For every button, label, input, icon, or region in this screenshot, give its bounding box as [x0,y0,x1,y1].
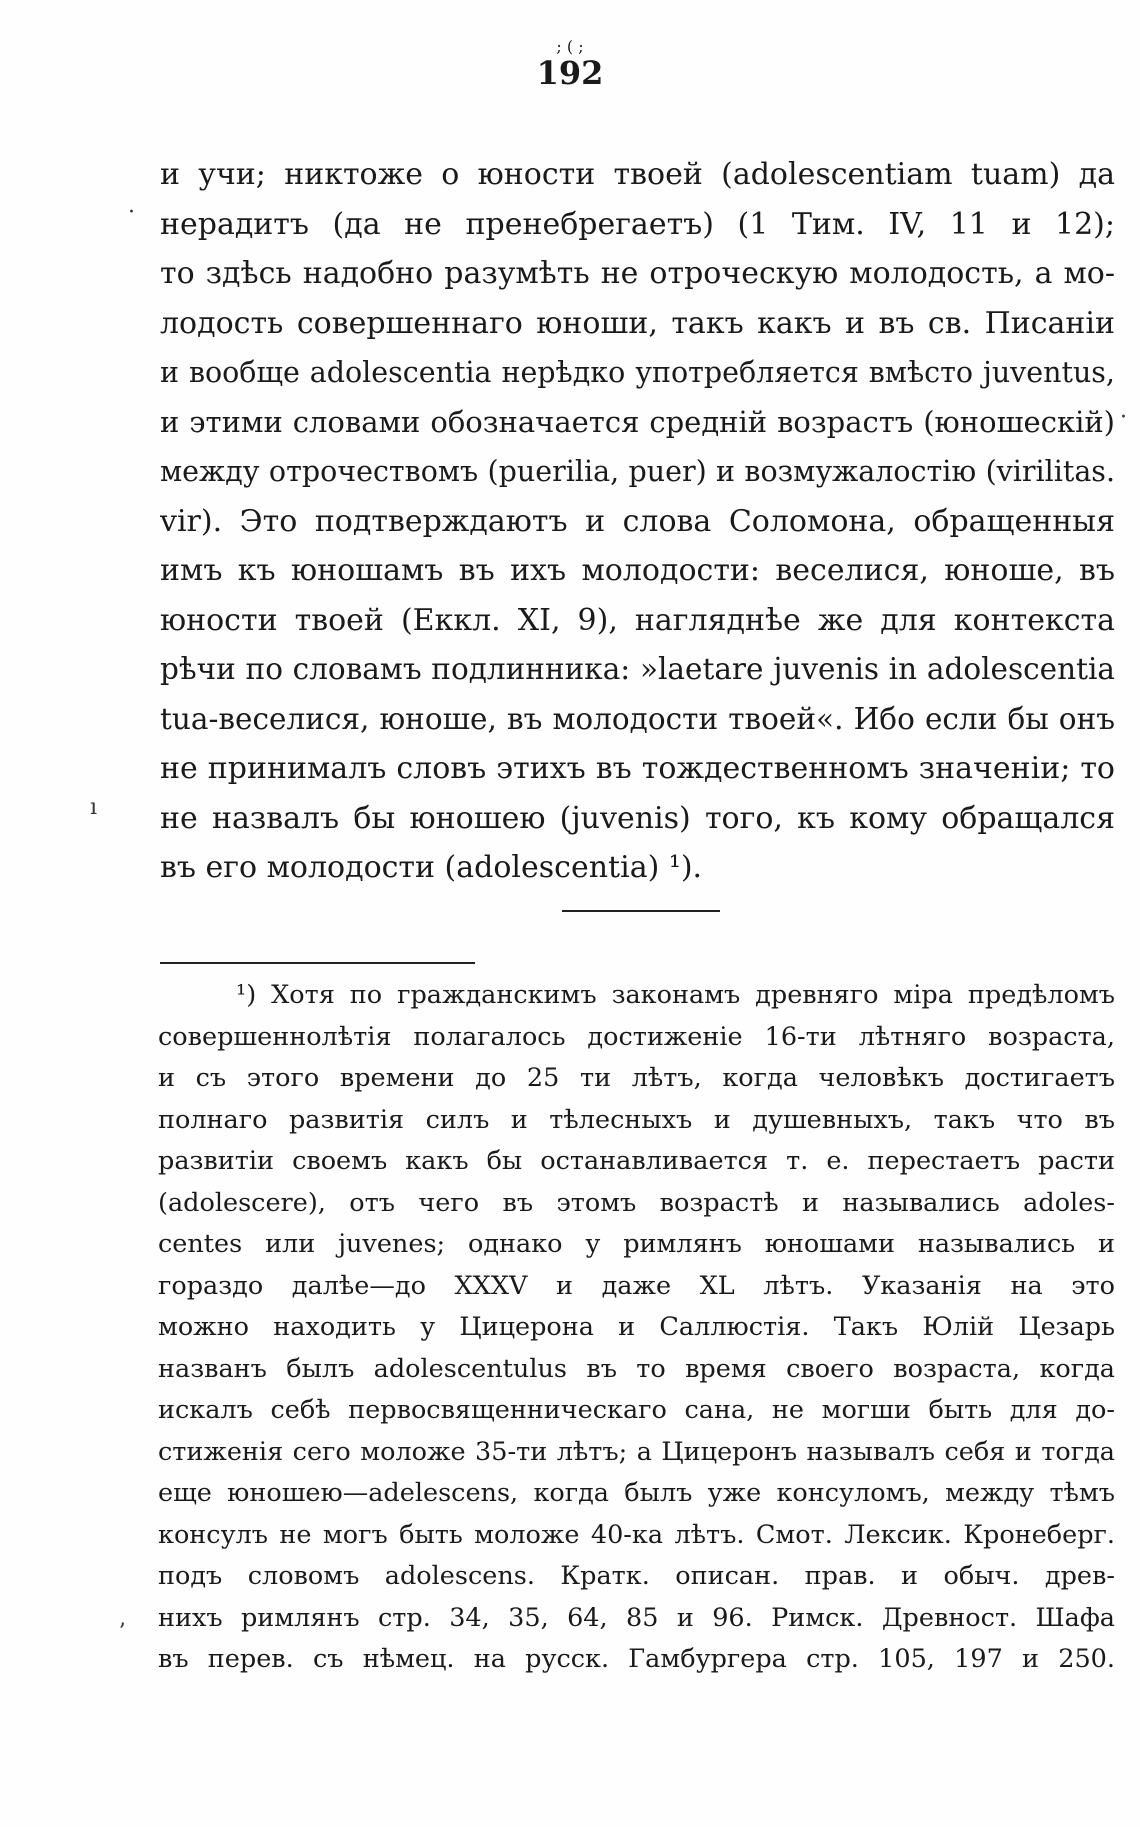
body-line: и учи; никтоже о юности твоей (adolescentiam tuam) да [160,157,1115,192]
footnote-line: можно находить у Цицерона и Саллюстія. Такъ Юлій Цезарь [158,1312,1115,1342]
body-line: нерадитъ (да не пренебрегаетъ) (1 Тим. IV, 11 и 12); [160,206,1115,242]
margin-dot: ı [90,795,98,820]
body-line: лодость совершеннаго юноши, такъ какъ и въ св. Писаніи [160,305,1115,341]
body-line: не принималъ словъ этихъ въ тождественномъ значеніи; то [160,751,1115,786]
body-line: юности твоей (Еккл. XI, 9), нагляднѣе же для контекста [160,602,1115,638]
body-line: tua-веселися, юноше, въ молодости твоей«. Ибо если бы онъ [160,701,1115,736]
body-line: не назвалъ бы юношею (juvenis) того, къ кому обращался [160,800,1115,836]
footnote-line: стиженія сего моложе 35-ти лѣтъ; а Цицеронъ называлъ себя и тогда [158,1436,1115,1467]
body-line: то здѣсь надобно разумѣть не отроческую молодость, а мо- [160,256,1115,291]
footnote-line: и съ этого времени до 25 ти лѣтъ, когда человѣкъ достигаетъ [158,1063,1115,1093]
body-line: имъ къ юношамъ въ ихъ молодости: веселися, юноше, въ [160,553,1115,588]
footnote-line: полнаго развитія силъ и тѣлесныхъ и душевныхъ, такъ что въ [158,1104,1115,1135]
section-divider [562,910,720,912]
body-line: vir). Это подтверждаютъ и слова Соломона, обращенныя [160,503,1115,539]
footnote-line: нихъ римлянъ стр. 34, 35, 64, 85 и 96. Римск. Древност. Шафа [158,1602,1115,1633]
footnote-line: centes или juvenes; однако у римлянъ юношами назывались и [158,1229,1115,1259]
margin-dot: · [128,200,135,225]
footnote-line: совершеннолѣтія полагалось достиженіе 16-ти лѣтняго возраста, [158,1021,1115,1052]
footnote-line: ¹) Хотя по гражданскимъ законамъ древняго міра предѣломъ [236,980,1115,1010]
body-line: въ его молодости (adolescentia) ¹). [160,850,703,885]
footnote-line: подъ словомъ adolescens. Кратк. описан. прав. и обыч. древ- [158,1561,1115,1591]
footnote-line: искалъ себѣ первосвященническаго сана, не могши быть для до- [158,1395,1115,1425]
main-body-text [160,150,1115,893]
page-top-marks: ; ( ; [556,37,584,56]
footnote-divider [160,962,475,964]
footnote-line: развитіи своемъ какъ бы останавливается т. е. перестаетъ расти [158,1146,1115,1176]
body-line: рѣчи по словамъ подлинника: »laetare juvenis in adolescentia [160,652,1115,686]
body-line: и этими словами обозначается средній возрастъ (юношескій) [160,404,1115,439]
footnote-line: гораздо далѣе—до XXXV и даже XL лѣтъ. Указанія на это [158,1270,1115,1301]
footnote-line: консулъ не могъ быть моложе 40-ка лѣтъ. Смот. Лексик. Кронеберг. [158,1519,1115,1550]
page-number [0,37,1140,92]
margin-dot: · [1120,405,1127,430]
footnote-block [158,975,1115,1681]
margin-dot: ʼ [118,1620,125,1645]
footnote-line: еще юношею—adelescens, когда былъ уже консуломъ, между тѣмъ [158,1478,1115,1508]
body-line: и вообще adolescentia нерѣдко употребляется вмѣсто juventus, [160,356,1115,389]
footnote-line: названъ былъ adolescentulus въ то время своего возраста, когда [158,1353,1115,1384]
footnote-line: (adolescere), отъ чего въ этомъ возрастѣ и назывались adoles- [158,1187,1115,1218]
page-number-value: 192 [536,54,604,92]
body-line: между отрочествомъ (puerilia, puer) и возмужалостію (virilitas. [160,455,1115,488]
footnote-line: въ перев. съ нѣмец. на русск. Гамбургера стр. 105, 197 и 250. [158,1644,1115,1674]
